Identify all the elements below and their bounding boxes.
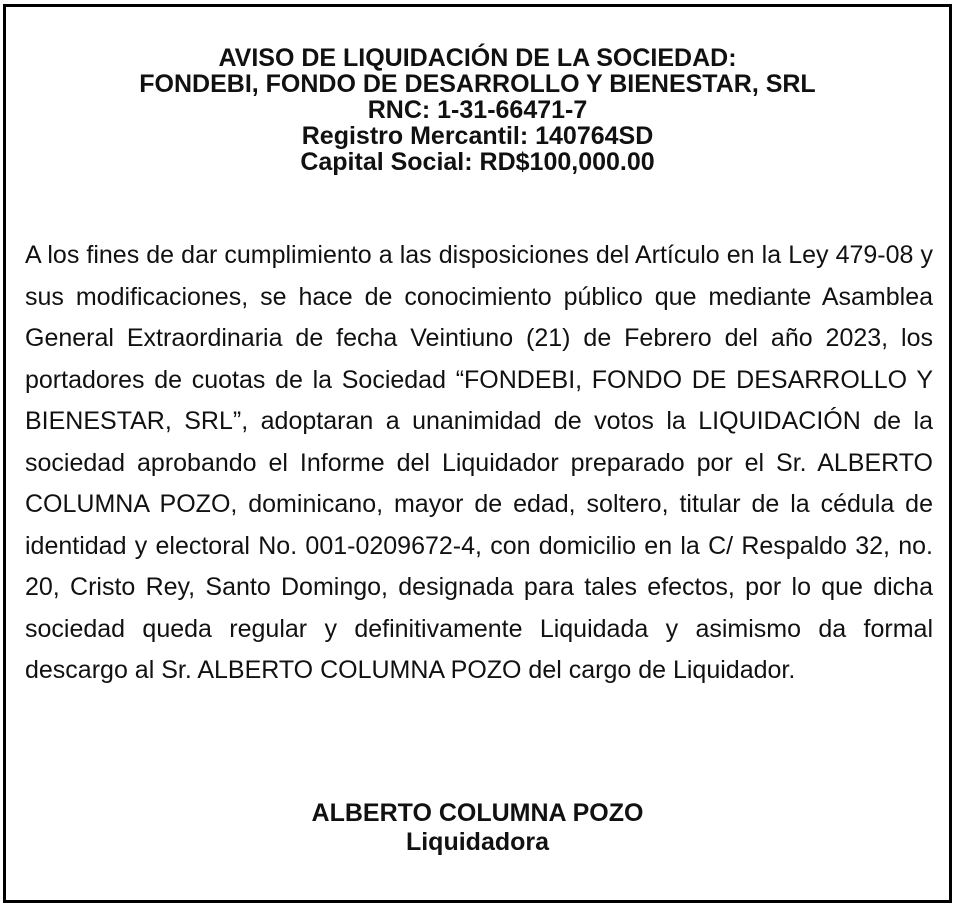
- heading-company-name: FONDEBI, FONDO DE DESARROLLO Y BIENESTAR, SRL: [139, 70, 816, 98]
- notice-frame: [3, 4, 952, 903]
- notice-body: A los fines de dar cumplimiento a las disposiciones del Artículo en la Ley 479-08 y sus modificaciones, se hace de conocimiento público que mediante Asamblea General Extraordinaria de fecha Veintiuno (21) de Febrero del año 2023, los portadores de cuotas de la Sociedad “FONDEBI, FONDO DE DESARROLLO Y BIENESTAR, SRL”, adoptaran a unanimidad de votos la LIQUIDACIÓN de la sociedad aprobando el Informe del Liquidador preparado por el Sr. ALBERTO COLUMNA POZO, dominicano, mayor de edad, soltero, titular de la cédula de identidad y electoral No. 001-0209672-4, con domicilio en la C/ Respaldo 32, no. 20, Cristo Rey, Santo Domingo, designada para tales efectos, por lo que dicha sociedad queda regular y definitivamente Liquidada y asimismo da formal descargo al Sr. ALBERTO COLUMNA POZO del cargo de Liquidador.: [25, 241, 933, 684]
- signature-name: ALBERTO COLUMNA POZO: [311, 799, 644, 827]
- signature-block: [6, 799, 949, 857]
- heading-rnc: RNC: 1-31-66471-7: [367, 96, 588, 124]
- heading-title: AVISO DE LIQUIDACIÓN DE LA SOCIEDAD:: [218, 44, 737, 72]
- signature-role: Liquidadora: [405, 828, 550, 856]
- notice-heading: [6, 45, 949, 175]
- heading-registro-mercantil: Registro Mercantil: 140764SD: [301, 122, 654, 150]
- heading-capital-social: Capital Social: RD$100,000.00: [300, 148, 655, 176]
